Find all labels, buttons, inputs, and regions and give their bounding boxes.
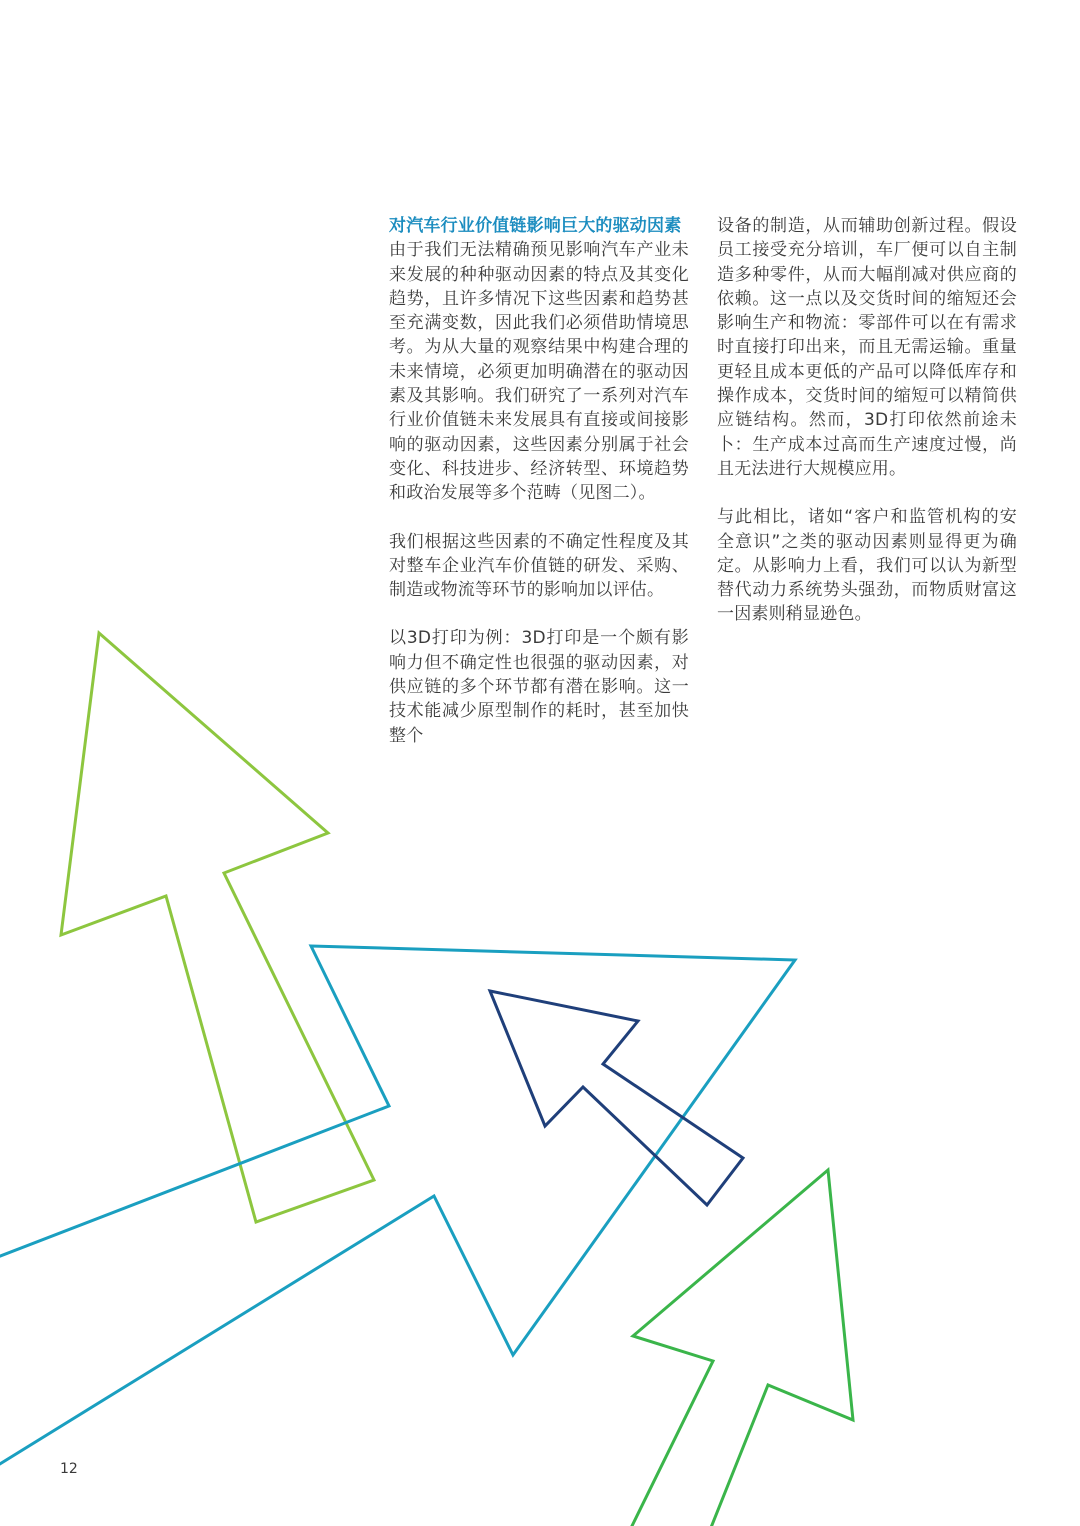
page-number: 12 [60,1461,78,1477]
left-text-column [389,214,689,772]
body-paragraph: 我们根据这些因素的不确定性程度及其对整车企业汽车价值链的研发、采购、制造或物流等环节的影响加以评估。 [389,531,689,601]
right-text-column [717,214,1017,651]
teal-arrow-icon [0,946,795,1470]
green-arrow-icon [630,1170,853,1526]
body-paragraph: 设备的制造，从而辅助创新过程。假设员工接受充分培训，车厂便可以自主制造多种零件，从而大幅削减对供应商的依赖。这一点以及交货时间的缩短还会影响生产和物流：零部件可以在有需求时直接打印出来，而且无需运输。重量更轻且成本更低的产品可以降低库存和操作成本，交货时间的缩短可以精简供应链结构。然而，3D打印依然前途未卜：生产成本过高而生产速度过慢，尚且无法进行大规模应用。 [717,216,1017,479]
light-green-arrow-icon [61,633,374,1222]
navy-arrow-icon [490,991,743,1205]
body-paragraph: 以3D打印为例：3D打印是一个颇有影响力但不确定性也很强的驱动因素，对供应链的多个环节都有潜在影响。这一技术能减少原型制作的耗时，甚至加快整个 [389,628,689,746]
section-heading: 对汽车行业价值链影响巨大的驱动因素 [389,216,682,236]
body-paragraph: 与此相比，诸如“客户和监管机构的安全意识”之类的驱动因素则显得更为确定。从影响力上看，我们可以认为新型替代动力系统势头强劲，而物质财富这一因素则稍显逊色。 [717,507,1017,625]
body-paragraph: 由于我们无法精确预见影响汽车产业未来发展的种种驱动因素的特点及其变化趋势，且许多情况下这些因素和趋势甚至充满变数，因此我们必须借助情境思考。为从大量的观察结果中构建合理的未来情境，必须更加明确潜在的驱动因素及其影响。我们研究了一系列对汽车行业价值链未来发展具有直接或间接影响的驱动因素，这些因素分别属于社会变化、科技进步、经济转型、环境趋势和政治发展等多个范畴（见图二）。 [389,240,689,504]
